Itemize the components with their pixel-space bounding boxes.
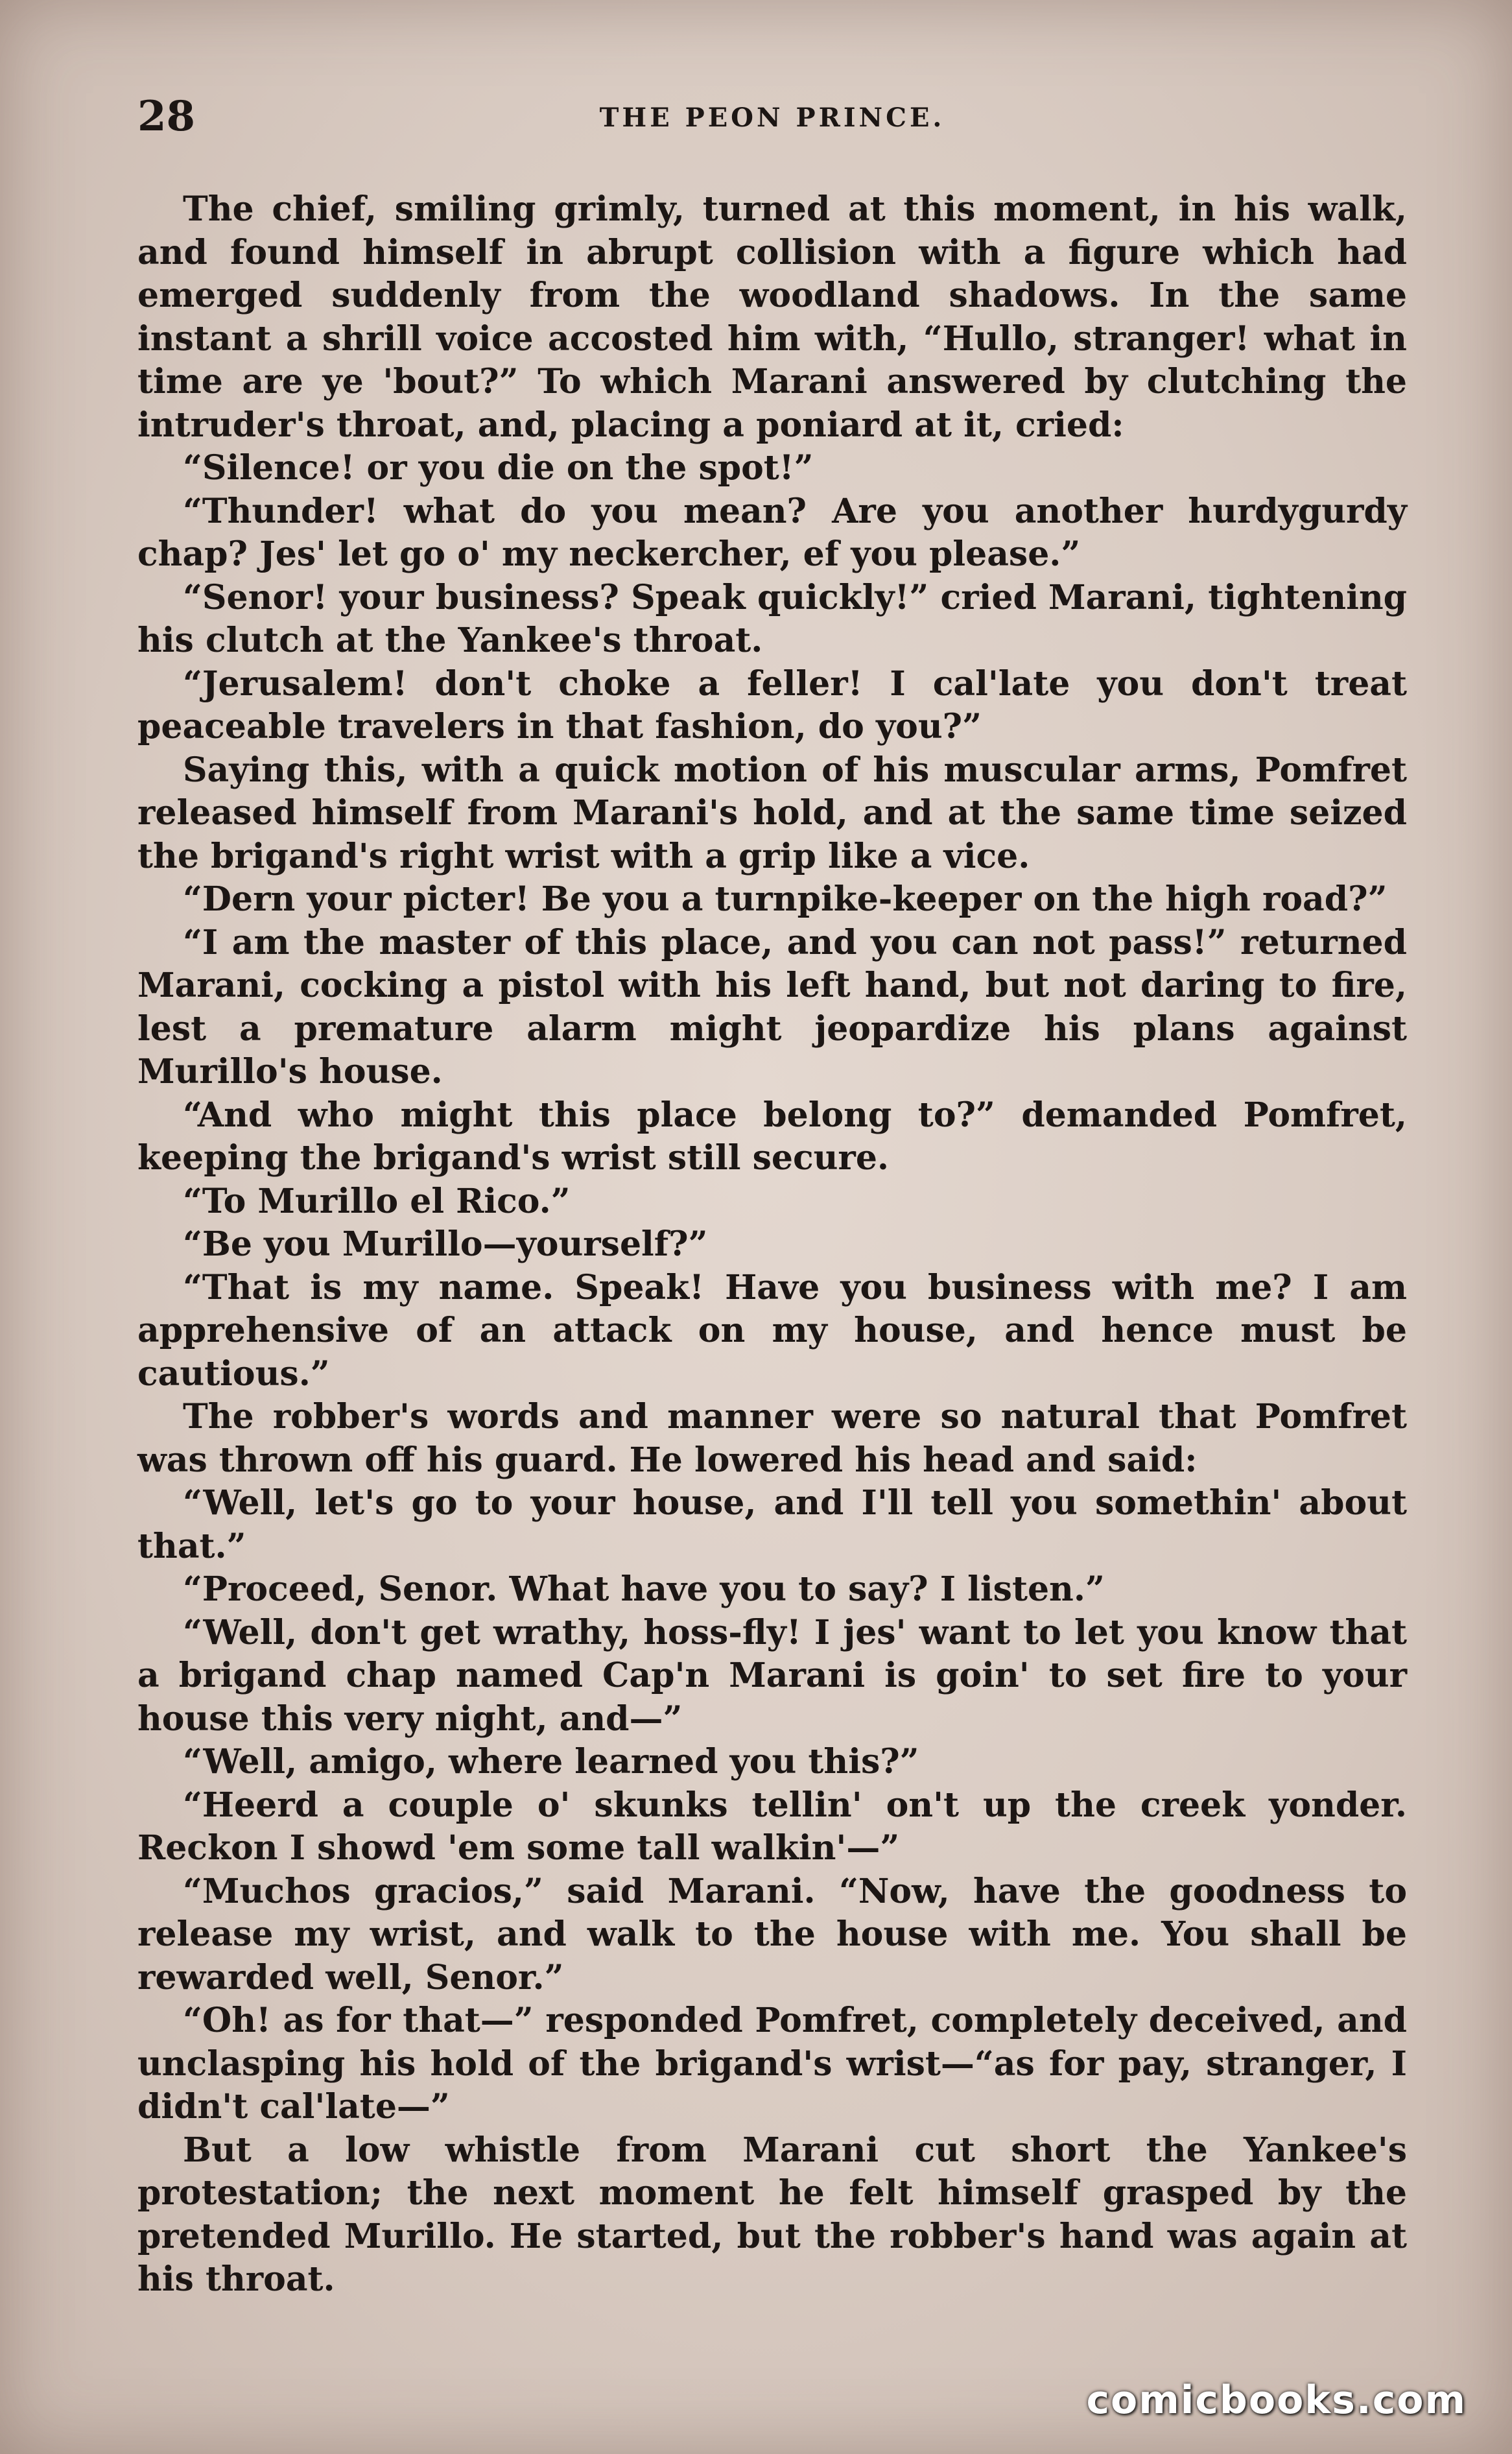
paragraph: “Jerusalem! don't choke a feller! I cal'late you don't treat peaceable travelers in that fashion, do you?” [137,663,1407,746]
paragraph: “Well, let's go to your house, and I'll tell you somethin' about that.” [137,1483,1407,1566]
paragraph: “Silence! or you die on the spot!” [183,448,814,488]
paragraph: “Well, don't get wrathy, hoss-fly! I jes' want to let you know that a brigand chap named Cap'n Marani is goin' to set fire to your house this very night, and—” [137,1612,1407,1739]
paragraph: “Dern your picter! Be you a turnpike-keeper on the high road?” [183,879,1388,919]
paragraph: “Well, amigo, where learned you this?” [183,1742,919,1781]
running-title: THE PEON PRINCE. [599,102,945,133]
paragraph: “Thunder! what do you mean? Are you another hurdygurdy chap? Jes' let go o' my neckercher, ef you please.” [137,491,1407,574]
paragraph: “I am the master of this place, and you can not pass!” returned Marani, cocking a pistol with his left hand, but not daring to fire, lest a premature alarm might jeopardize his plans against Murillo's house. [137,922,1407,1091]
paragraph: “And who might this place belong to?” demanded Pomfret, keeping the brigand's wrist still secure. [137,1095,1407,1178]
text-body [137,188,1407,2302]
paragraph: “Muchos gracios,” said Marani. “Now, have the goodness to release my wrist, and walk to the house with me. You shall be rewarded well, Senor.” [137,1871,1407,1997]
paragraph: The robber's words and manner were so natural that Pomfret was thrown off his guard. He lowered his head and said: [137,1397,1407,1480]
paragraph: “Proceed, Senor. What have you to say? I listen.” [183,1569,1105,1609]
paragraph: Saying this, with a quick motion of his muscular arms, Pomfret released himself from Marani's hold, and at the same time seized the brigand's right wrist with a grip like a vice. [137,750,1407,876]
paragraph: But a low whistle from Marani cut short the Yankee's protestation; the next moment he felt himself grasped by the pretended Murillo. He started, but the robber's hand was again at his throat. [137,2130,1407,2299]
paragraph: “Heerd a couple o' skunks tellin' on't up the creek yonder. Reckon I showd 'em some tall walkin'—” [137,1785,1407,1868]
paragraph: The chief, smiling grimly, turned at this moment, in his walk, and found himself in abrupt collision with a figure which had emerged suddenly from the woodland shadows. In the same instant a shrill voice accosted him with, “Hullo, stranger! what in time are ye 'bout?” To which Marani answered by clutching the intruder's throat, and, placing a poniard at it, cried: [137,189,1407,445]
watermark: comicbooks.com [1086,2377,1467,2423]
paragraph: “Oh! as for that—” responded Pomfret, completely deceived, and unclasping his hold of the brigand's wrist—“as for pay, stranger, I didn't cal'late—” [137,2001,1407,2126]
paragraph: “To Murillo el Rico.” [183,1181,571,1221]
page-number: 28 [137,92,196,141]
paragraph: “That is my name. Speak! Have you business with me? I am apprehensive of an attack on my house, and hence must be cautious.” [137,1267,1407,1394]
paragraph: “Senor! your business? Speak quickly!” cried Marani, tightening his clutch at the Yankee's throat. [137,577,1407,660]
page-header [137,91,1407,143]
paragraph: “Be you Murillo—yourself?” [183,1224,708,1264]
